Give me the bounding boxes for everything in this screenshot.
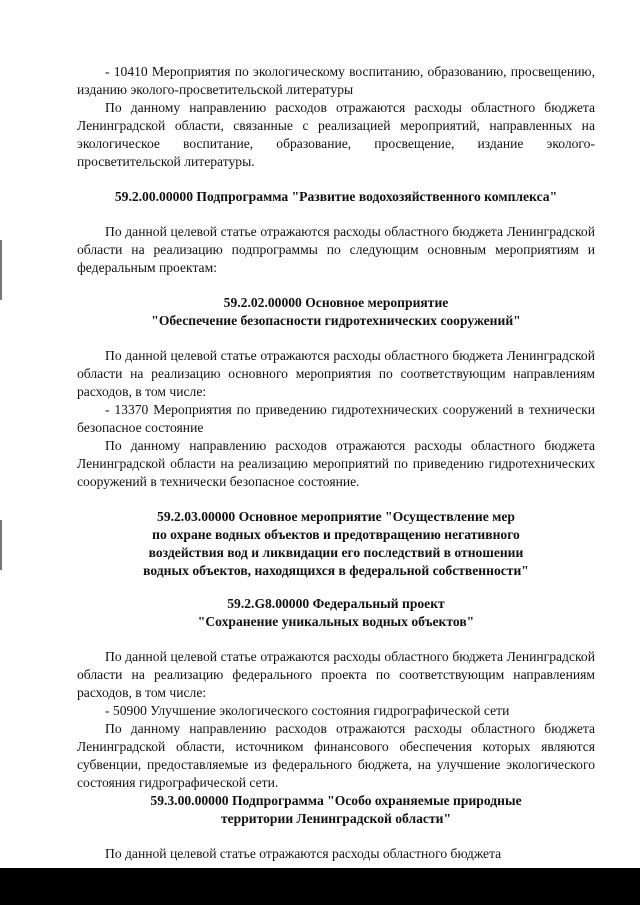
- item-50900: - 50900 Улучшение экологического состояния гидрографической сети: [105, 703, 510, 718]
- scan-edge-mark: [0, 520, 2, 570]
- item-10410: - 10410 Мероприятия по экологическому воспитанию, образованию, просвещению, изданию эколого-просветительской литературы: [77, 64, 595, 97]
- paragraph-expenses-hydro: По данному направлению расходов отражаются расходы областного бюджета Ленинградской области на реализацию мероприятий по приведению гидротехнических сооружений в технически безопасное состояние.: [77, 438, 595, 489]
- paragraph-subprogram-59-3: По данной целевой статье отражаются расходы областного бюджета: [105, 846, 502, 861]
- heading-59-2-g8: 59.2.G8.00000 Федеральный проект "Сохранение уникальных водных объектов": [197, 596, 475, 629]
- heading-59-3: 59.3.00.00000 Подпрограмма "Особо охраняемые природные территории Ленинградской области": [150, 793, 522, 826]
- scan-bottom-border: [0, 868, 640, 905]
- heading-59-2-03: 59.2.03.00000 Основное мероприятие "Осуществление мер по охране водных объектов и предотвращению негативного воздействия вод и ликвидации его последствий в отношении водных объектов, находящихся в федеральной собственности": [143, 509, 529, 578]
- paragraph-federal-project-g8: По данной целевой статье отражаются расходы областного бюджета Ленинградской области на реализацию федерального проекта по соответствующим направлениям расходов, в том числе:: [77, 649, 595, 700]
- scan-edge-mark: [0, 240, 2, 300]
- paragraph-expenses-hydrographic: По данному направлению расходов отражаются расходы областного бюджета Ленинградской области, источником финансового обеспечения которых являются субвенции, предоставляемые из федерального бюджета, на улучшение экологического состояния гидрографической сети.: [77, 721, 595, 790]
- paragraph-expenses-ecology: По данному направлению расходов отражаются расходы областного бюджета Ленинградской области, связанные с реализацией мероприятий, направленных на экологическое воспитание, образование, просвещение, издание эколого-просветительской литературы.: [77, 100, 595, 169]
- document-body: [77, 63, 595, 863]
- heading-59-2-02: 59.2.02.00000 Основное мероприятие "Обеспечение безопасности гидротехнических сооружений": [151, 295, 521, 328]
- paragraph-main-event-59-2-02: По данной целевой статье отражаются расходы областного бюджета Ленинградской области на реализацию основного мероприятия по соответствующим направлениям расходов, в том числе:: [77, 348, 595, 399]
- paragraph-subprogram-59-2: По данной целевой статье отражаются расходы областного бюджета Ленинградской области на реализацию подпрограммы по следующим основным мероприятиям и федеральным проектам:: [77, 224, 595, 275]
- heading-59-2: 59.2.00.00000 Подпрограмма "Развитие водохозяйственного комплекса": [114, 189, 558, 204]
- item-13370: - 13370 Мероприятия по приведению гидротехнических сооружений в технически безопасное состояние: [77, 402, 595, 435]
